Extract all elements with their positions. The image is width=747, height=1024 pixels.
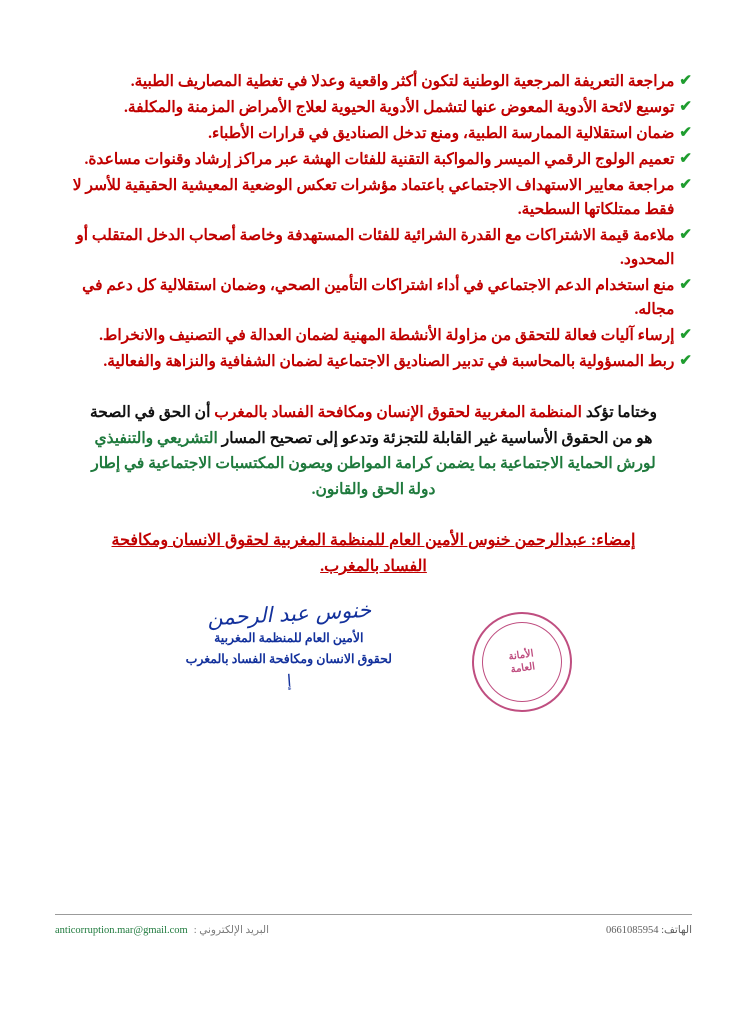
list-item bbox=[55, 274, 692, 322]
signature-area bbox=[55, 597, 692, 752]
handwritten-signature bbox=[185, 597, 392, 692]
stamp-outer-text bbox=[468, 607, 576, 715]
list-item-text: توسيع لائحة الأدوية المعوض عنها لتشمل الأدوية الحيوية لعلاج الأمراض المزمنة والمكلفة. bbox=[123, 99, 675, 117]
signature-heading-text: إمضاء: عبدالرحمن خنوس الأمين العام للمنظمة المغربية لحقوق الانسان ومكافحة الفساد بالمغرب. bbox=[111, 532, 636, 576]
list-item-text: ملاءمة قيمة الاشتراكات مع القدرة الشرائية للفئات المستهدفة وخاصة أصحاب الدخل المتقلب أو المحدود. bbox=[76, 227, 675, 269]
footer-email-label: البريد الإلكتروني : bbox=[193, 925, 270, 936]
check-icon: ✔ bbox=[679, 277, 692, 294]
list-item-text: منع استخدام الدعم الاجتماعي في أداء اشتراكات التأمين الصحي، وضمان استقلالية كل دعم في مجاله. bbox=[82, 277, 675, 319]
list-item-text: مراجعة معايير الاستهداف الاجتماعي باعتماد مؤشرات تعكس الوضعية المعيشية الحقيقية للأسر لا فقط ممتلكاتها السطحية. bbox=[72, 177, 675, 219]
list-item bbox=[55, 224, 692, 272]
list-item bbox=[55, 174, 692, 222]
closing-part-1: وختاما تؤكد bbox=[581, 404, 658, 422]
list-item bbox=[55, 148, 692, 172]
check-icon: ✔ bbox=[679, 99, 692, 116]
recommendations-list bbox=[55, 70, 692, 374]
footer-email-address[interactable]: anticorruption.mar@gmail.com bbox=[55, 924, 188, 936]
check-icon: ✔ bbox=[679, 227, 692, 244]
list-item-text: ربط المسؤولية بالمحاسبة في تدبير الصناديق الاجتماعية لضمان الشفافية والنزاهة والفعالية. bbox=[103, 353, 675, 371]
list-item-text: إرساء آليات فعالة للتحقق من مزاولة الأنشطة المهنية لضمان العدالة في التصنيف والانخراط. bbox=[99, 327, 675, 345]
closing-part-3: أن الحق في الصحة هو من الحقوق الأساسية غير القابلة للتجزئة وتدعو إلى تصحيح المسار bbox=[89, 404, 653, 447]
check-icon: ✔ bbox=[679, 177, 692, 194]
organization-name: المنظمة المغربية لحقوق الإنسان ومكافحة الفساد بالمغرب bbox=[214, 404, 582, 422]
list-item-text: ضمان استقلالية الممارسة الطبية، ومنع تدخل الصناديق في قرارات الأطباء. bbox=[208, 125, 675, 143]
check-icon: ✔ bbox=[679, 327, 692, 344]
list-item-text: مراجعة التعريفة المرجعية الوطنية لتكون أكثر واقعية وعدلا في تغطية المصاريف الطبية. bbox=[130, 73, 675, 90]
check-icon: ✔ bbox=[679, 125, 692, 142]
list-item-text: تعميم الولوج الرقمي الميسر والمواكبة التقنية للفئات الهشة عبر مراكز إرشاد وقنوات مساعدة. bbox=[84, 151, 675, 169]
footer-email-group bbox=[55, 924, 269, 936]
signature-name: خنوس عبد الرحمن bbox=[206, 597, 372, 630]
signature-heading bbox=[55, 528, 692, 579]
list-item bbox=[55, 70, 692, 94]
check-icon: ✔ bbox=[679, 151, 692, 168]
signature-title-line-2: لحقوق الانسان ومكافحة الفساد بالمغرب bbox=[185, 652, 392, 667]
page-footer bbox=[55, 914, 692, 936]
footer-phone: الهاتف: 0661085954 bbox=[606, 925, 692, 936]
stamp-inner-line-2: العامة bbox=[510, 660, 536, 676]
check-icon: ✔ bbox=[679, 353, 692, 370]
closing-paragraph bbox=[55, 400, 692, 502]
signature-title-line-1: الأمين العام للمنظمة المغربية bbox=[214, 630, 364, 645]
official-stamp-icon bbox=[466, 605, 579, 718]
stamp-inner-line-1: الأمانة bbox=[507, 647, 535, 663]
signature-flourish: إ bbox=[286, 672, 292, 691]
closing-part-4: التشريعي والتنفيذي لورش الحماية الاجتماعية بما يضمن كرامة المواطن ويصون المكتسبات الاجتماعية في إطار دولة الحق والقانون. bbox=[91, 429, 656, 498]
list-item bbox=[55, 122, 692, 146]
list-item bbox=[55, 324, 692, 348]
check-icon: ✔ bbox=[679, 73, 692, 89]
list-item bbox=[55, 350, 692, 374]
list-item bbox=[55, 96, 692, 120]
